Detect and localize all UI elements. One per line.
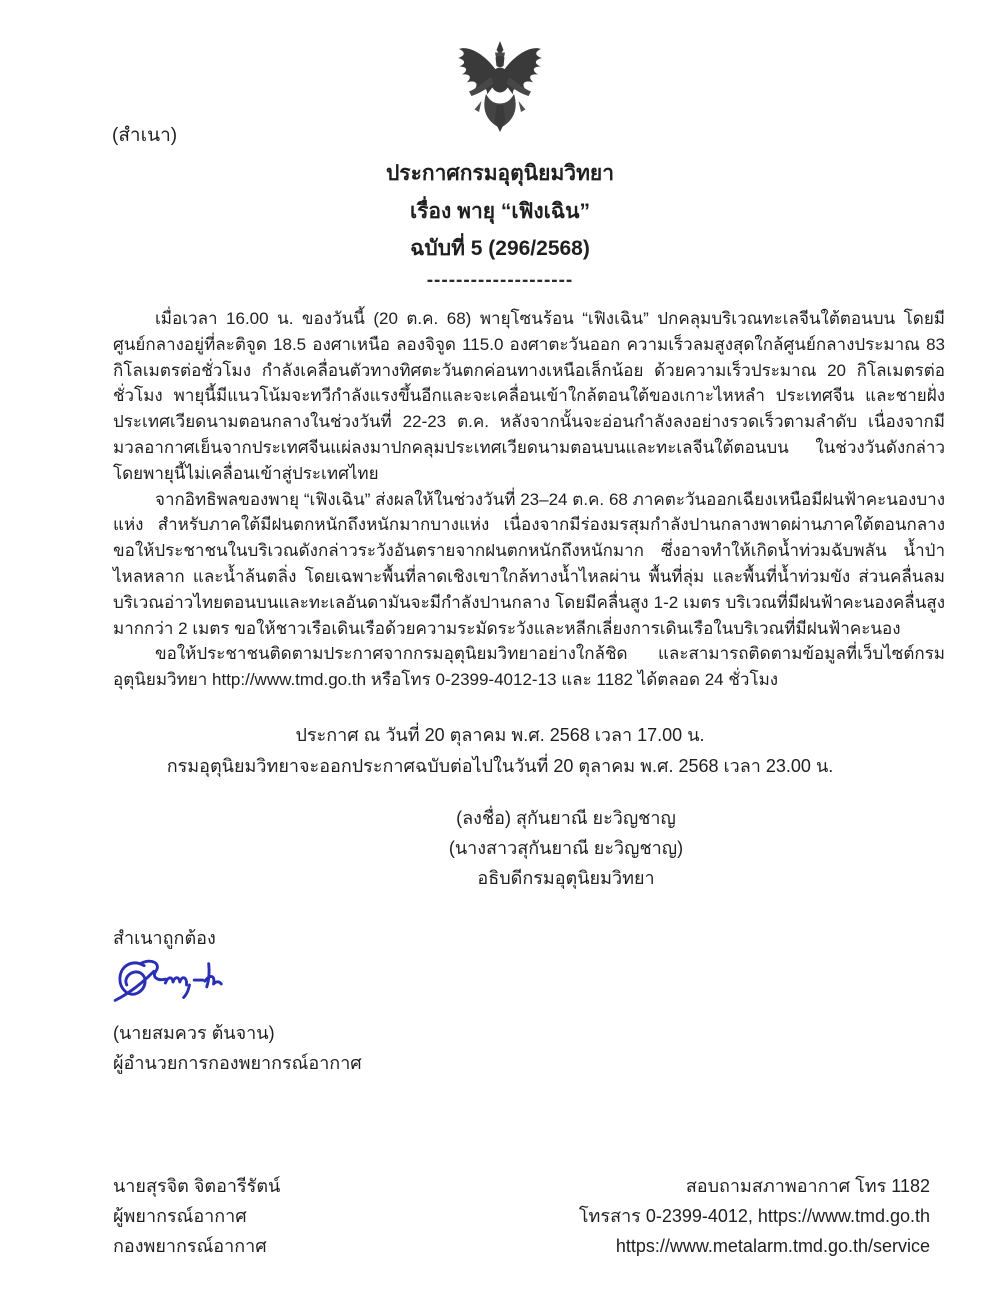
handwritten-signature-icon [111, 956, 362, 1018]
header-divider: -------------------- [426, 270, 574, 291]
certification-block [113, 925, 362, 1077]
garuda-emblem-icon [452, 40, 548, 142]
fax-and-website: โทรสาร 0-2399-4012, https://www.tmd.go.th [578, 1206, 930, 1226]
certified-copy-label: สำเนาถูกต้อง [113, 928, 216, 948]
certifier-name: (นายสมควร ต้นจาน) [113, 1023, 275, 1043]
copy-label: (สำเนา) [112, 125, 178, 146]
issuance-block [0, 720, 1000, 782]
alert-service-url: https://www.metalarm.tmd.go.th/service [615, 1236, 930, 1256]
forecaster-title: ผู้พยากรณ์อากาศ [113, 1206, 247, 1226]
signer-name: (นางสาวสุกันยาณี ยะวิญชาญ) [448, 838, 684, 858]
footer-contact-info [579, 1171, 930, 1261]
document-footer [113, 1171, 930, 1261]
weather-hotline: สอบถามสภาพอากาศ โทร 1182 [685, 1176, 930, 1196]
document-title: ประกาศกรมอุตุนิยมวิทยา [385, 162, 615, 185]
next-issue-line: กรมอุตุนิยมวิทยาจะออกประกาศฉบับต่อไปในวันที่ 20 ตุลาคม พ.ศ. 2568 เวลา 23.00 น. [166, 756, 834, 776]
forecaster-division: กองพยากรณ์อากาศ [113, 1236, 267, 1256]
forecaster-name: นายสุรจิต จิตอารีรัตน์ [113, 1176, 281, 1196]
document-issue-number: ฉบับที่ 5 (296/2568) [410, 237, 590, 260]
signed-by-line: (ลงชื่อ) สุกันยาณี ยะวิญชาญ [456, 808, 676, 828]
paragraph-follow-updates: ขอให้ประชาชนติดตามประกาศจากกรมอุตุนิยมวิทยาอย่างใกล้ชิด และสามารถติดตามข้อมูลที่เว็บไซต์กรมอุตุนิยมวิทยา http://www.tmd.go.th หรือโทร 0-2399-4012-13 และ 1182 ได้ตลอด 24 ชั่วโมง [113, 644, 945, 690]
footer-forecaster-info [113, 1171, 280, 1261]
body-text [113, 306, 945, 693]
certifier-position: ผู้อำนวยการกองพยากรณ์อากาศ [113, 1053, 362, 1073]
signer-block [66, 803, 1000, 893]
paragraph-impact-warning: จากอิทธิพลของพายุ “เฟิงเฉิน” ส่งผลให้ในช่วงวันที่ 23–24 ต.ค. 68 ภาคตะวันออกเฉียงเหนือมีฝนฟ้าคะนองบางแห่ง สำหรับภาคใต้มีฝนตกหนักถึงหนักมากบางแห่ง เนื่องจากมีร่องมรสุมกำลังปานกลางพาดผ่านภาคใต้ตอนกลาง ขอให้ประชาชนในบริเวณดังกล่าวระวังอันตรายจากฝนตกหนักถึงหนักมาก ซึ่งอาจทำให้เกิดน้ำท่วมฉับพลัน น้ำป่าไหลหลาก และน้ำล้นตลิ่ง โดยเฉพาะพื้นที่ลาดเชิงเขาใกล้ทางน้ำไหลผ่าน พื้นที่ลุ่ม และพื้นที่น้ำท่วมขัง ส่วนคลื่นลมบริเวณอ่าวไทยตอนบนและทะเลอันดามันจะมีกำลังปานกลาง โดยมีคลื่นสูง 1-2 เมตร บริเวณที่มีฝนฟ้าคะนองคลื่นสูงมากกว่า 2 เมตร ขอให้ชาวเรือเดินเรือด้วยความระมัดระวังและหลีกเลี่ยงการเดินเรือในบริเวณที่มีฝนฟ้าคะนอง [113, 489, 945, 638]
paragraph-storm-status: เมื่อเวลา 16.00 น. ของวันนี้ (20 ต.ค. 68) พายุโซนร้อน “เฟิงเฉิน” ปกคลุมบริเวณทะเลจีนใต้ตอนบน โดยมีศูนย์กลางอยู่ที่ละติจูด 18.5 องศาเหนือ ลองจิจูด 115.0 องศาตะวันออก ความเร็วลมสูงสุดใกล้ศูนย์กลางประมาณ 83 กิโลเมตรต่อชั่วโมง กำลังเคลื่อนตัวทางทิศตะวันตกค่อนทางเหนือเล็กน้อย ด้วยความเร็วประมาณ 20 กิโลเมตรต่อชั่วโมง พายุนี้มีแนวโน้มจะทวีกำลังแรงขึ้นอีกและจะเคลื่อนเข้าใกล้ตอนใต้ของเกาะไหหลำ ประเทศจีน และชายฝั่งประเทศเวียดนามตอนกลางในช่วงวันที่ 22-23 ต.ค. หลังจากนั้นจะอ่อนกำลังลงอย่างรวดเร็วตามลำดับ เนื่องจากมีมวลอากาศเย็นจากประเทศจีนแผ่ลงมาปกคลุมประเทศเวียดนามตอนบนและทะเลจีนใต้ตอนบน ในช่วงวันดังกล่าว โดยพายุนี้ไม่เคลื่อนเข้าสู่ประเทศไทย [113, 309, 945, 483]
document-subject: เรื่อง พายุ “เฟิงเฉิน” [409, 200, 591, 223]
signer-position: อธิบดีกรมอุตุนิยมวิทยา [477, 868, 655, 888]
issued-date-line: ประกาศ ณ วันที่ 20 ตุลาคม พ.ศ. 2568 เวลา 17.00 น. [295, 725, 705, 745]
